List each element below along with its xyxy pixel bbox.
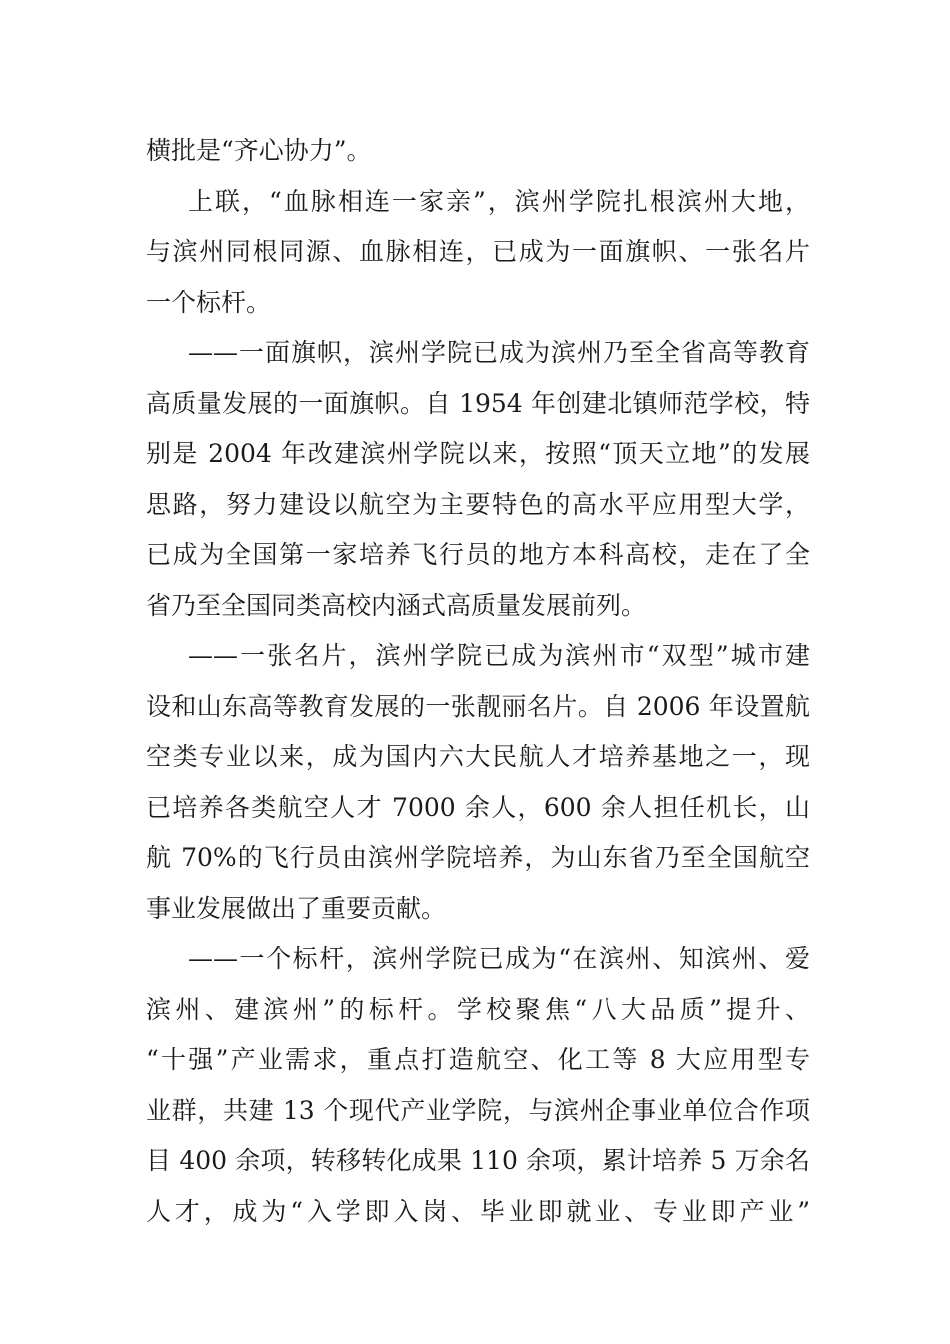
text-line: 业群，共建 13 个现代产业学院，与滨州企事业单位合作项 [146,1095,810,1125]
text-line: 滨州、建滨州”的标杆。学校聚焦“八大品质”提升、 [146,994,810,1024]
text-line: 一个标杆。 [146,287,272,317]
text-line: 设和山东高等教育发展的一张靓丽名片。自 2006 年设置航 [146,691,810,721]
text-line: 与滨州同根同源、血脉相连，已成为一面旗帜、一张名片 [146,237,810,266]
text-line: 思路，努力建设以航空为主要特色的高水平应用型大学， [146,489,810,519]
text-line: 别是 2004 年改建滨州学院以来，按照“顶天立地”的发展 [146,439,810,468]
text-line: 高质量发展的一面旗帜。自 1954 年创建北镇师范学校，特 [146,388,810,418]
text-line: 省乃至全国同类高校内涵式高质量发展前列。 [146,590,647,620]
text-line: 事业发展做出了重要贡献。 [146,893,447,923]
text-line: 已培养各类航空人才 7000 余人，600 余人担任机长，山 [146,792,810,822]
text-line: 上联，“血脉相连一家亲”，滨州学院扎根滨州大地， [188,186,810,216]
text-line: 空类专业以来，成为国内六大民航人才培养基地之一，现 [146,742,810,771]
text-line: ——一张名片，滨州学院已成为滨州市“双型”城市建 [188,641,810,670]
text-line: ——一面旗帜，滨州学院已成为滨州乃至全省高等教育 [188,338,810,367]
text-line: 已成为全国第一家培养飞行员的地方本科高校，走在了全 [146,540,810,569]
text-line: 人才，成为“入学即入岗、毕业即就业、专业即产业” [146,1196,810,1226]
text-line: 目 400 余项，转移转化成果 110 余项，累计培养 5 万余名 [146,1146,810,1175]
body-text [146,126,810,1237]
text-line: “十强”产业需求，重点打造航空、化工等 8 大应用型专 [146,1045,810,1074]
text-line: ——一个标杆，滨州学院已成为“在滨州、知滨州、爱 [188,944,810,973]
text-line: 横批是“齐心协力”。 [146,136,372,165]
text-line: 航 70%的飞行员由滨州学院培养，为山东省乃至全国航空 [146,843,810,872]
